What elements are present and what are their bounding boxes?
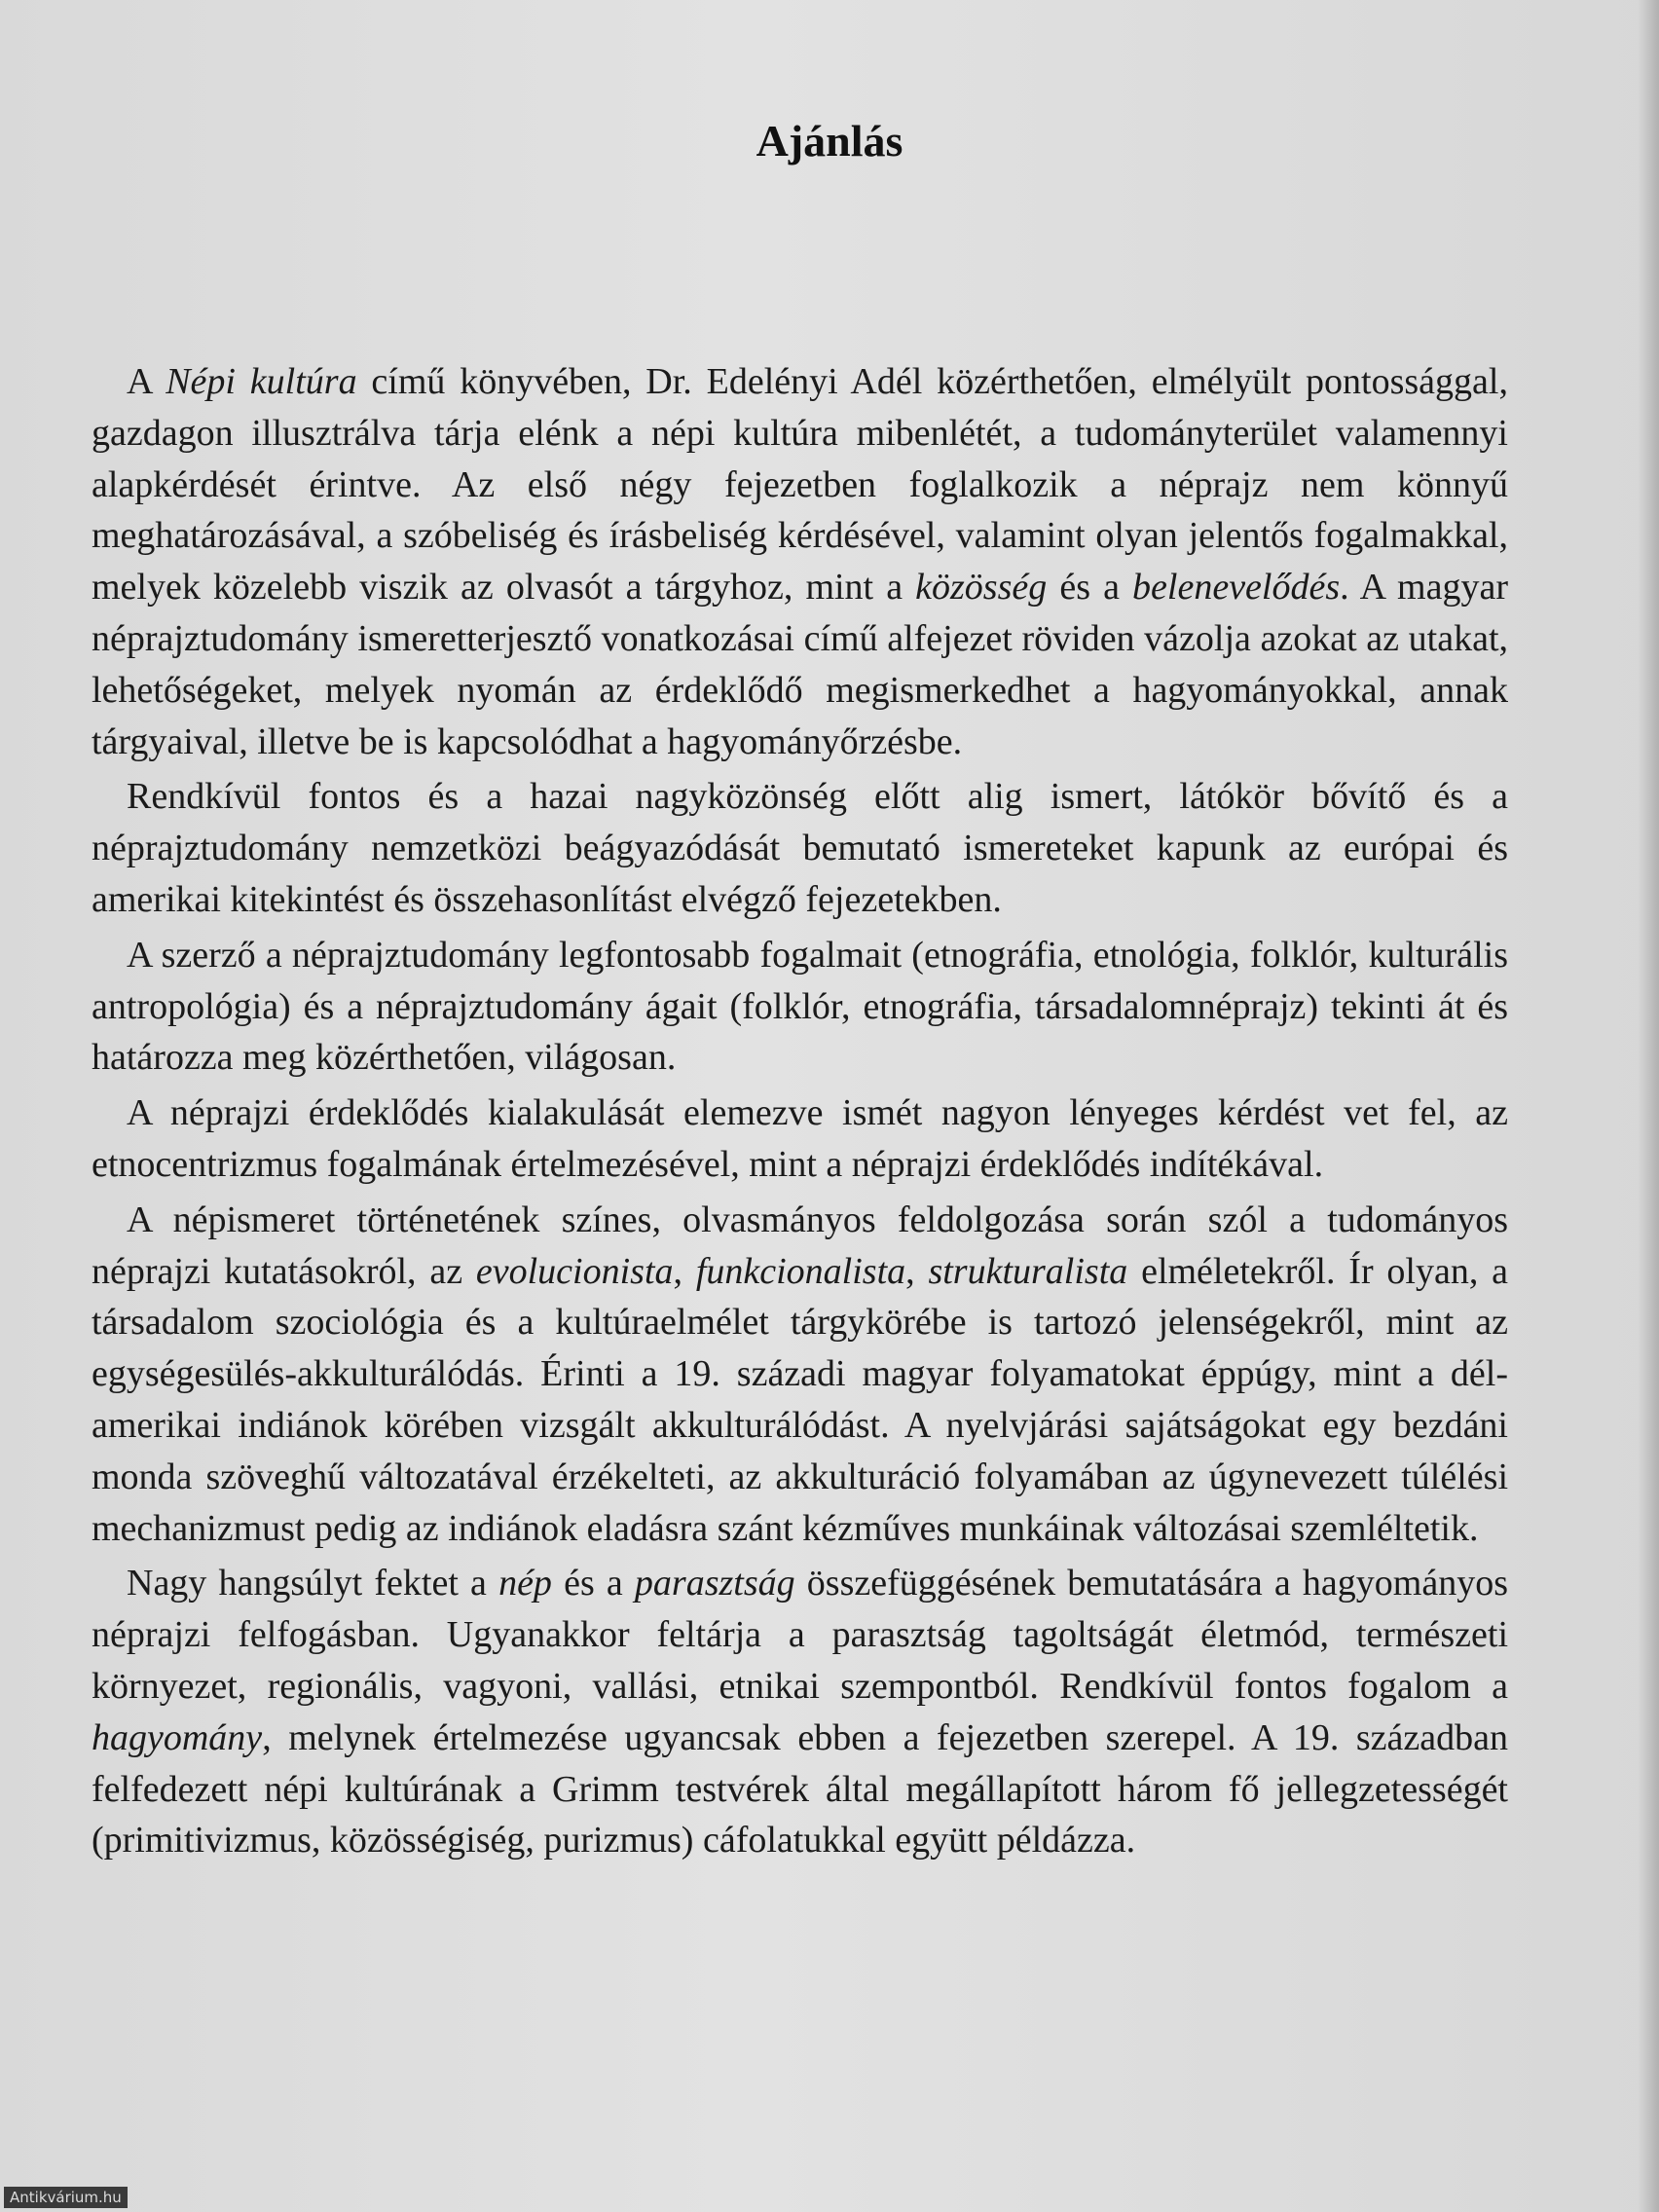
- text-run: , melynek értelmezése ugyancsak ebben a fejezetben szerepel. A 19. században felfedezett népi kultúrának a Grimm testvérek által megállapított három fő jellegzetességét (primitivizmus, közösségiség, purizmus) cáfolatukkal együtt példázza.: [92, 1716, 1508, 1862]
- watermark: Antikvárium.hu: [4, 2187, 128, 2208]
- italic-term: evolucionista: [475, 1250, 674, 1292]
- text-run: és a: [1047, 567, 1133, 608]
- paragraph: [92, 930, 1508, 1084]
- text-run: A népismeret történetének színes, olvasmányos feldolgozása során szól a tudományos néprajzi kutatásokról, az: [92, 1198, 1508, 1292]
- text-run: ,: [673, 1250, 696, 1292]
- italic-term: belenevelődés: [1132, 567, 1341, 608]
- text-run: A: [127, 361, 166, 402]
- text-run: elméletekről. Ír olyan, a társadalom szociológia és a kultúraelmélet tárgykörébe is tartozó jelenségekről, mint az egységesülés-akkulturálódás. Érinti a 19. századi magyar folyamatokat éppúgy, mint a dél-amerikai indiánok körében vizsgált akkulturálódást. A nyelvjárási sajátságokat egy bezdáni monda szöveghű változatával érzékelteti, az akkulturáció folyamában az úgynevezett túlélési mechanizmust pedig az indiánok eladásra szánt kézműves munkáinak változásai szemléltetik.: [92, 1250, 1509, 1549]
- text-run: összefüggésének bemutatására a hagyományos néprajzi felfogásban. Ugyanakkor feltárja a parasztság tagoltságát életmód, természeti környezet, regionális, vagyoni, vallási, etnikai szempontból. Rendkívül fontos fogalom a: [92, 1563, 1508, 1707]
- italic-term: parasztság: [634, 1563, 795, 1604]
- text-run: A szerző a néprajztudomány legfontosabb fogalmait (etnográfia, etnológia, folklór, kulturális antropológia) és a néprajztudomány ágait (folklór, etnográfia, társadalomnéprajz) tekinti át és határozza meg közérthetően, világosan.: [92, 934, 1508, 1079]
- paragraph: [92, 1088, 1508, 1191]
- text-run: ,: [905, 1250, 929, 1292]
- paragraph: [92, 1558, 1508, 1866]
- text-run: Nagy hangsúlyt fektet a: [127, 1563, 499, 1604]
- paragraph: [92, 771, 1508, 925]
- text-run: A néprajzi érdeklődés kialakulását elemezve ismét nagyon lényeges kérdést vet fel, az etnocentrizmus fogalmának értelmezésével, mint a néprajzi érdeklődés indítékával.: [92, 1092, 1508, 1185]
- italic-term: strukturalista: [928, 1250, 1128, 1292]
- italic-term: nép: [498, 1563, 552, 1604]
- page-title: Ajánlás: [756, 116, 903, 166]
- paragraph: [92, 356, 1508, 767]
- italic-term: funkcionalista: [695, 1250, 906, 1292]
- body-text: [92, 356, 1508, 1866]
- text-run: . A magyar néprajztudomány ismeretterjesztő vonatkozásai című alfejezet röviden vázolja azokat az utakat, lehetőségeket, melyek nyomán az érdeklődő megismerkedhet a hagyományokkal, annak tárgyaival, illetve be is kapcsolódhat a hagyományőrzésbe.: [92, 567, 1508, 762]
- page-edge-shadow: [1638, 0, 1659, 2212]
- italic-term: hagyomány: [92, 1716, 263, 1758]
- paragraph: [92, 1195, 1508, 1555]
- text-run: Rendkívül fontos és a hazai nagyközönség előtt alig ismert, látókör bővítő és a néprajztudomány nemzetközi beágyazódását bemutató ismereteket kapunk az európai és amerikai kitekintést és összehasonlítást elvégző fejezetekben.: [92, 776, 1508, 920]
- italic-term: közösség: [915, 567, 1048, 608]
- text-run: és a: [551, 1563, 635, 1604]
- text-run: című könyvében, Dr. Edelényi Adél közérthetően, elmélyült pontossággal, gazdagon illusztrálva tárja elénk a népi kultúra mibenlétét, a tudományterület valamennyi alapkérdését érintve. Az első négy fejezetben foglalkozik a néprajz nem könnyű meghatározásával, a szóbeliség és írásbeliség kérdésével, valamint olyan jelentős fogalmakkal, melyek közelebb viszik az olvasót a tárgyhoz, mint a: [92, 361, 1508, 608]
- italic-term: Népi kultúra: [166, 361, 357, 402]
